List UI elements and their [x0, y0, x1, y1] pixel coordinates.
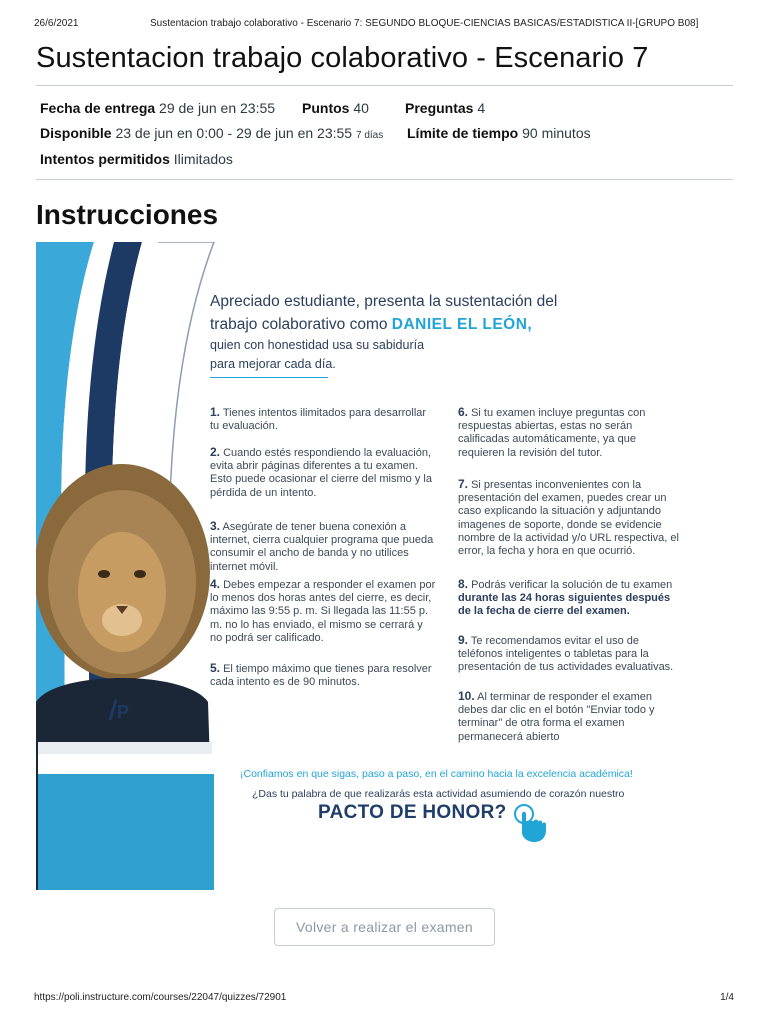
print-date: 26/6/2021 [34, 18, 79, 29]
due-date [40, 100, 275, 116]
page-title: Sustentacion trabajo colaborativo - Escenario 7 [36, 42, 649, 74]
print-url[interactable]: https://poli.instructure.com/courses/22047/quizzes/72901 [34, 992, 287, 1003]
available-days: 7 días [355, 130, 384, 141]
instructions-banner [36, 242, 708, 890]
points-value: 40 [353, 100, 369, 116]
page-number: 1/4 [720, 992, 734, 1003]
honor-question: ¿Das tu palabra de que realizarás esta actividad asumiendo de corazón nuestro [252, 788, 625, 800]
intro-sub-line-1: quien con honestidad usa su sabiduría [210, 338, 425, 352]
intro-underline [210, 377, 328, 378]
points-label: Puntos [302, 100, 350, 116]
due-label: Fecha de entrega [40, 100, 156, 116]
instructions-heading: Instrucciones [36, 199, 219, 230]
points [302, 100, 369, 116]
instruction-item: 6. Si tu examen incluye preguntas con respuestas abiertas, estas no serán calificadas automáticamente, ya que requieren la revisión del tutor. [458, 405, 646, 459]
questions [405, 100, 485, 116]
instruction-item: 3. Asegúrate de tener buena conexión a internet, cierra cualquier programa que pueda consumir el ancho de banda y no utilices internet móvil. [210, 519, 434, 573]
available-label: Disponible [40, 125, 112, 141]
divider-bottom [36, 179, 733, 180]
questions-value: 4 [477, 100, 486, 116]
due-value: 29 de jun en 23:55 [159, 100, 276, 116]
available-value: 23 de jun en 0:00 - 29 de jun en 23:55 [115, 125, 353, 141]
availability [40, 125, 383, 141]
attempts-label: Intentos permitidos [40, 151, 170, 167]
attempts [40, 151, 233, 167]
instruction-item: 9. Te recomendamos evitar el uso de teléfonos inteligentes o tabletas para la presentación de tus actividades evaluativas. [458, 633, 674, 674]
attempts-value: Ilimitados [173, 151, 233, 167]
motto-text: ¡Confiamos en que sigas, paso a paso, en el camino hacia la excelencia académica! [240, 768, 633, 780]
shirt-logo-icon [106, 696, 134, 724]
instruction-item: 2. Cuando estés respondiendo la evaluación, evita abrir páginas diferentes a tu examen. Esto puede ocasionar el cierre del mismo y la pérdida de un intento. [210, 445, 432, 499]
svg-text:P: P [117, 702, 130, 722]
instruction-item: 4. Debes empezar a responder el examen por lo menos dos horas antes del cierre, es decir, máximo las 9:55 p. m. Si llegada las 11:55 p. m. no lo has enviado, el mismo se cerrará y no podrá ser calificado. [210, 577, 436, 644]
time-limit-label: Límite de tiempo [407, 125, 519, 141]
instruction-item: 5. El tiempo máximo que tienes para resolver cada intento es de 90 minutos. [210, 661, 432, 689]
instruction-item: 7. Si presentas inconvenientes con la presentación del examen, puedes crear un caso explicando la situación y adjuntando imagenes de soporte, donde se evidencie nombre de la actividad y/o URL respectiva, el error, la fecha y hora en que ocurrió. [458, 477, 679, 558]
instruction-item: 1. Tienes intentos ilimitados para desarrollar tu evaluación. [210, 405, 427, 433]
intro-text [210, 290, 557, 336]
student-name: DANIEL EL LEÓN, [391, 316, 533, 333]
intro-sub-line-2: para mejorar cada día. [210, 357, 336, 371]
time-limit-value: 90 minutos [522, 125, 591, 141]
print-header [34, 18, 734, 32]
retake-quiz-button[interactable]: Volver a realizar el examen [274, 908, 495, 946]
questions-label: Preguntas [405, 100, 474, 116]
pointing-hand-icon [512, 804, 548, 844]
instructions-column-left [210, 406, 436, 706]
print-doc-title: Sustentacion trabajo colaborativo - Escenario 7: SEGUNDO BLOQUE-CIENCIAS BASICAS/ESTADISTICA II-[GRUPO B08] [150, 18, 699, 29]
pacto-de-honor: PACTO DE HONOR? [318, 802, 507, 823]
instructions-column-right [458, 406, 682, 746]
intro-line-1: Apreciado estudiante, presenta la sustentación del [210, 293, 558, 310]
divider-top [36, 85, 733, 86]
intro-subtext [210, 336, 424, 374]
time-limit [407, 125, 591, 141]
instruction-item: 10. Al terminar de responder el examen debes dar clic en el botón "Enviar todo y terminar" de otra forma el examen permanecerá abierto [458, 689, 655, 743]
intro-line-2: trabajo colaborativo como DANIEL EL LEÓN, [210, 316, 533, 333]
instruction-item: 8. Podrás verificar la solución de tu examen durante las 24 horas siguientes después de la fecha de cierre del examen. [458, 577, 673, 618]
